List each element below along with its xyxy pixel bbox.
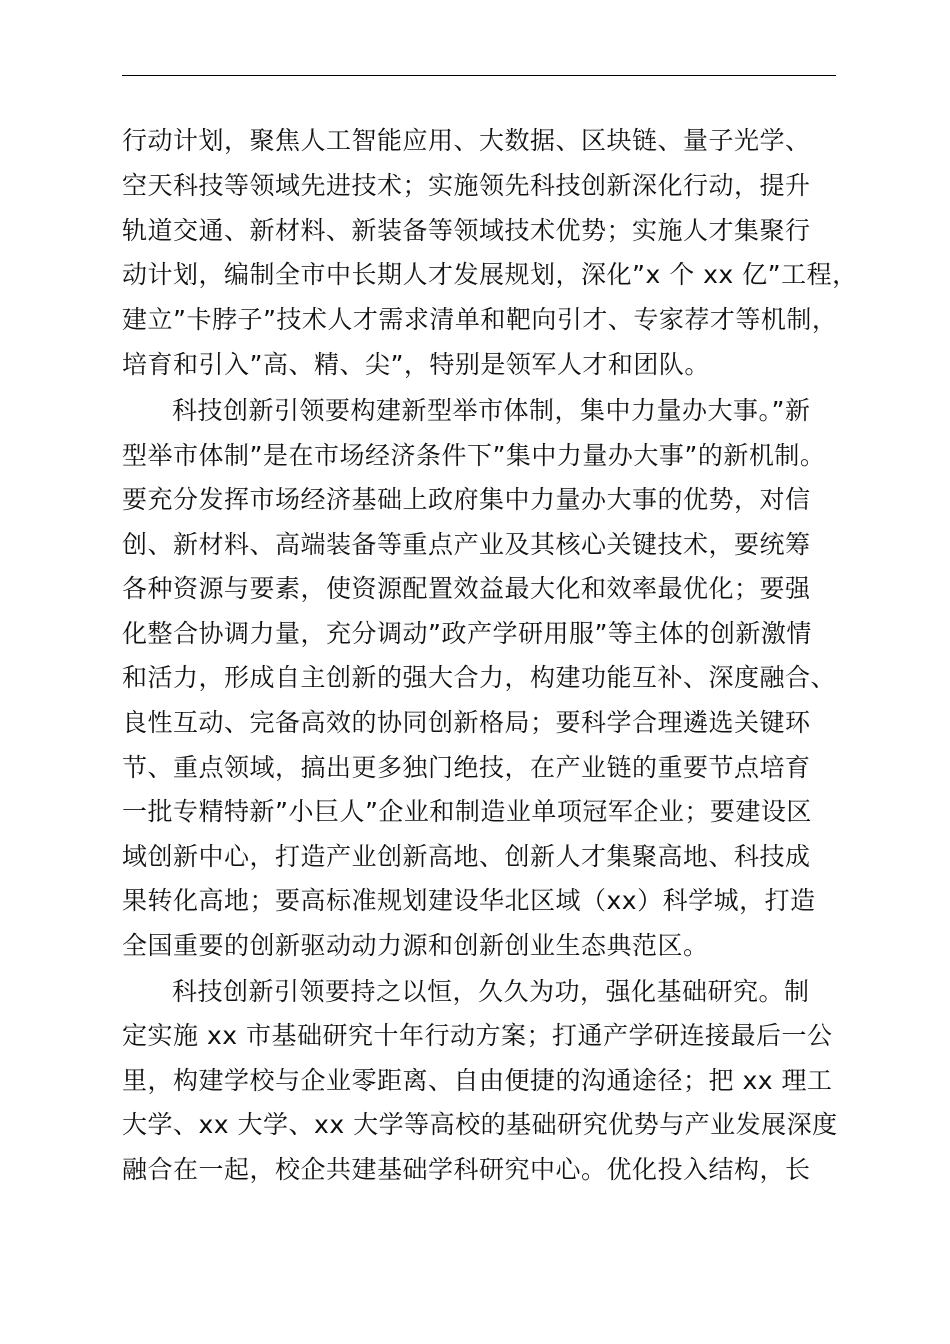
text-line: 节、重点领域，搞出更多独门绝技，在产业链的重要节点培育 bbox=[122, 753, 811, 782]
text-line: 果转化高地；要高标准规划建设华北区域（xx）科学城，打造 bbox=[122, 886, 816, 915]
text-line: 一批专精特新”小巨人”企业和制造业单项冠军企业；要建设区 bbox=[122, 797, 812, 826]
header-rule bbox=[122, 75, 836, 76]
text-line: 创、新材料、高端装备等重点产业及其核心关键技术，要统筹 bbox=[122, 530, 811, 559]
text-line: 行动计划，聚焦人工智能应用、大数据、区块链、量子光学、 bbox=[122, 126, 811, 155]
text-line: 大学、xx 大学、xx 大学等高校的基础研究优势与产业发展深度 bbox=[122, 1110, 838, 1139]
text-line: 里，构建学校与企业零距离、自由便捷的沟通途径；把 xx 理工 bbox=[122, 1066, 833, 1095]
text-line: 建立”卡脖子”技术人才需求清单和靶向引才、专家荐才等机制， bbox=[122, 305, 838, 334]
text-line: 和活力，形成自主创新的强大合力，构建功能互补、深度融合、 bbox=[122, 663, 837, 692]
text-line: 全国重要的创新驱动动力源和创新创业生态典范区。 bbox=[122, 931, 709, 960]
text-line: 化整合协调力量，充分调动”政产学研用服”等主体的创新激情 bbox=[122, 619, 812, 648]
text-line: 良性互动、完备高效的协同创新格局；要科学合理遴选关键环 bbox=[122, 708, 811, 737]
text-line: 轨道交通、新材料、新装备等领域技术优势；实施人才集聚行 bbox=[122, 216, 811, 245]
text-line: 定实施 xx 市基础研究十年行动方案；打通产学研连接最后一公 bbox=[122, 1021, 833, 1050]
paragraph-start-line: 科技创新引领要构建新型举市体制，集中力量办大事。”新 bbox=[172, 396, 811, 425]
text-line: 培育和引入”高、精、尖”，特别是领军人才和团队。 bbox=[122, 350, 710, 379]
paragraph-start-line: 科技创新引领要持之以恒，久久为功，强化基础研究。制 bbox=[172, 977, 810, 1006]
text-line: 域创新中心，打造产业创新高地、创新人才集聚高地、科技成 bbox=[122, 842, 811, 871]
text-line: 空天科技等领域先进技术；实施领先科技创新深化行动，提升 bbox=[122, 171, 811, 200]
text-line: 融合在一起，校企共建基础学科研究中心。优化投入结构，长 bbox=[122, 1155, 811, 1184]
text-line: 型举市体制”是在市场经济条件下”集中力量办大事”的新机制。 bbox=[122, 441, 826, 470]
text-line: 要充分发挥市场经济基础上政府集中力量办大事的优势，对信 bbox=[122, 485, 811, 514]
text-line: 动计划，编制全市中长期人才发展规划，深化”x 个 xx 亿”工程， bbox=[122, 260, 858, 289]
text-line: 各种资源与要素，使资源配置效益最大化和效率最优化；要强 bbox=[122, 574, 811, 603]
